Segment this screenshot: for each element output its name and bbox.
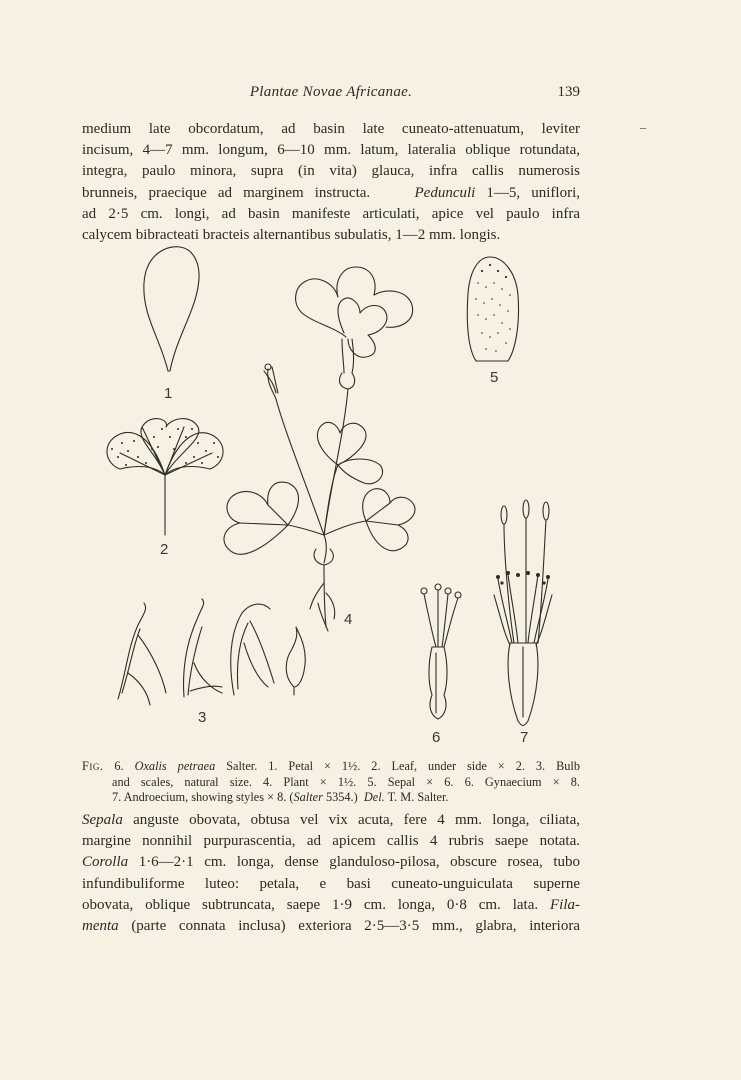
- running-title: Plantae Novae Africanae.: [249, 84, 413, 100]
- gynaecium-drawing: [421, 584, 461, 719]
- figure-label-1: 1: [164, 385, 173, 402]
- text-line: brunneis, praecique ad marginem instructa. Pedunculi 1—5, uniflori,: [82, 184, 580, 201]
- caption-line: Fig. 6. Oxalis petraea Salter. 1. Petal × 1½. 2. Leaf, under side × 2. 3. Bulb: [82, 759, 580, 773]
- paragraph-sepal-corolla: [82, 810, 580, 937]
- term-pedunculi: Pedunculi: [414, 184, 476, 201]
- figure-label-3: 3: [198, 709, 207, 726]
- figure-label-5: 5: [490, 369, 499, 386]
- paragraph-leaf-description: [82, 119, 580, 246]
- figure-label-7: 7: [520, 729, 529, 746]
- text-line: medium late obcordatum, ad basin late cuneato-attenuatum, leviter: [82, 121, 580, 137]
- text-line: obovata, oblique subtruncata, saepe 1·9 cm. longa, 0·8 cm. lata. Fila-: [82, 896, 580, 913]
- bulb-scales-drawing: [118, 599, 305, 705]
- sepal-drawing: [467, 257, 518, 361]
- petal-drawing: [144, 247, 199, 371]
- figure-label-2: 2: [160, 541, 169, 558]
- term-corolla: Corolla: [82, 854, 129, 871]
- caption-line: 7. Androecium, showing styles × 8. (Salter 5354.) Del. T. M. Salter.: [112, 790, 449, 804]
- text-line: Sepala anguste obovata, obtusa vel vix acuta, fere 4 mm. longa, ciliata,: [82, 812, 580, 828]
- page-number: 139: [557, 84, 580, 100]
- text-line: margine nonnihil purpurascentia, ad apicem callis 4 rubris saepe notata.: [82, 833, 580, 850]
- text-line: integra, paulo minora, supra (in vita) glauca, infra callis numerosis: [82, 163, 580, 180]
- margin-mark: [640, 128, 646, 129]
- text-line: calycem bibracteati bracteis alternantibus subulatis, 1—2 mm. longis.: [82, 226, 501, 243]
- leaf-drawing: [107, 419, 223, 535]
- term-sepala: Sepala: [82, 812, 123, 828]
- text-line: menta (parte connata inclusa) exteriora 2·5—3·5 mm., glabra, interiora: [82, 917, 580, 934]
- figure-label-4: 4: [344, 611, 353, 628]
- text-line: Corolla 1·6—2·1 cm. longa, dense glanduloso-pilosa, obscure rosea, tubo: [82, 854, 580, 871]
- term-filamenta: Fila-: [550, 896, 580, 913]
- text-line: incisum, 4—7 mm. longum, 6—10 mm. latum, lateralia oblique rotundata,: [82, 142, 580, 159]
- androecium-drawing: [494, 500, 552, 726]
- botanical-figure: [98, 243, 578, 755]
- running-head: [82, 84, 580, 108]
- species-name: Oxalis petraea: [134, 759, 216, 773]
- figure-label-6: 6: [432, 729, 441, 746]
- plant-drawing: [224, 267, 415, 631]
- text-line: infundibuliforme luteo: petala, e basi cuneato-unguiculata superne: [82, 875, 580, 892]
- text-line: ad 2·5 cm. longi, ad basin manifeste articulati, apice vel paulo infra: [82, 205, 580, 222]
- caption-line: and scales, natural size. 4. Plant × 1½. 5. Sepal × 6. 6. Gynaecium × 8.: [112, 774, 580, 789]
- figure-caption: [82, 759, 580, 806]
